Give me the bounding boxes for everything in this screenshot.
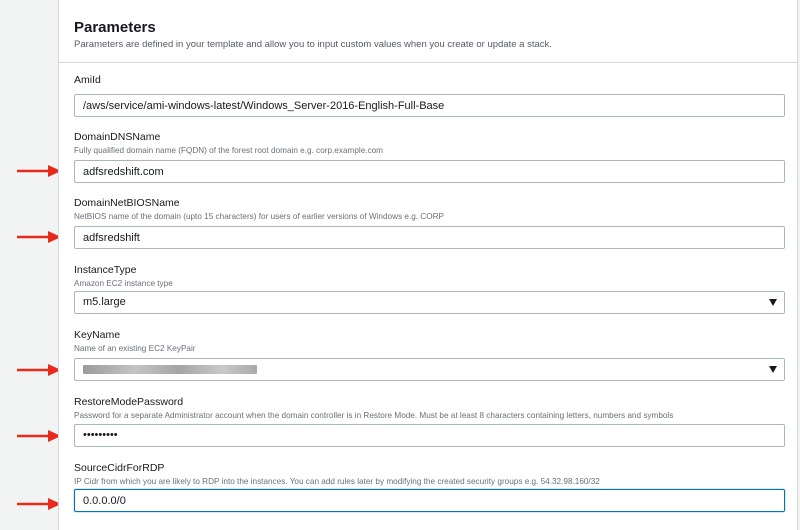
arrow-right-icon: [16, 429, 62, 443]
arrow-right-icon: [16, 363, 62, 377]
param-label: DomainDNSName: [74, 131, 161, 143]
domain-netbios-name-input[interactable]: [74, 226, 785, 249]
param-label: RestoreModePassword: [74, 396, 184, 408]
param-label: DomainNetBIOSName: [74, 197, 180, 209]
caret-down-icon: [769, 299, 777, 306]
param-description: Password for a separate Administrator account when the domain controller is in Restore Mode. Must be at least 8 characters containing letters, numbers and symbols: [74, 411, 674, 420]
panel-title: Parameters: [74, 19, 156, 36]
arrow-right-icon: [16, 164, 62, 178]
param-label: SourceCidrForRDP: [74, 462, 165, 474]
panel-header: [59, 0, 797, 63]
redacted-value: [83, 365, 257, 374]
key-name-select[interactable]: [74, 358, 785, 381]
panel-description: Parameters are defined in your template and allow you to input custom values when you create or update a stack.: [74, 39, 552, 50]
ami-id-input[interactable]: [74, 94, 785, 117]
instance-type-select[interactable]: [74, 291, 785, 314]
caret-down-icon: [769, 366, 777, 373]
param-description: Fully qualified domain name (FQDN) of the forest root domain e.g. corp.example.com: [74, 146, 383, 155]
arrow-right-icon: [16, 497, 62, 511]
param-description: Name of an existing EC2 KeyPair: [74, 344, 196, 353]
param-description: Amazon EC2 instance type: [74, 279, 173, 288]
param-description: IP Cidr from which you are likely to RDP into the instances. You can add rules later by modifying the created security groups e.g. 54.32.98.160/32: [74, 477, 600, 486]
restore-mode-password-input[interactable]: [74, 424, 785, 447]
source-cidr-input[interactable]: [74, 489, 785, 512]
param-label: KeyName: [74, 329, 121, 341]
param-description: NetBIOS name of the domain (upto 15 characters) for users of earlier versions of Windows e.g. CORP: [74, 212, 444, 221]
password-mask: •••••••••: [83, 429, 118, 441]
select-value: m5.large: [83, 296, 126, 308]
arrow-right-icon: [16, 230, 62, 244]
param-label: AmiId: [74, 74, 101, 86]
param-label: InstanceType: [74, 264, 137, 276]
parameters-panel: [58, 0, 798, 530]
domain-dns-name-input[interactable]: [74, 160, 785, 183]
